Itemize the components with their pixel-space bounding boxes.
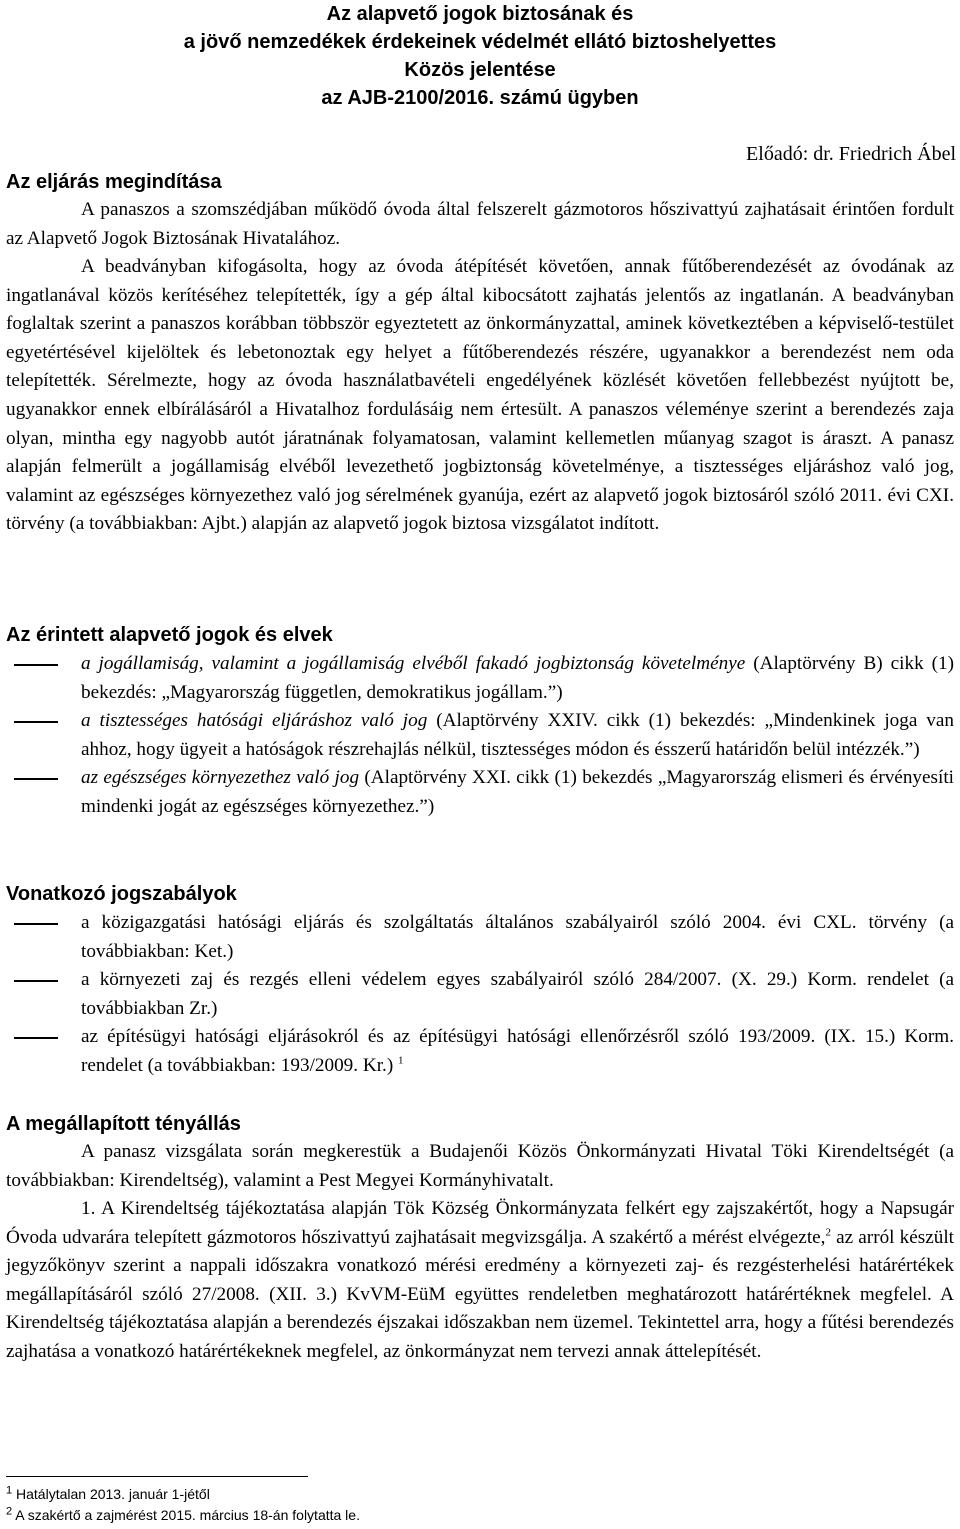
footnote-text: A szakértő a zajmérést 2015. március 18-án folytatta le. — [12, 1507, 360, 1523]
footnote-separator — [6, 1476, 308, 1477]
presenter-line: Előadó: dr. Friedrich Ábel — [746, 143, 956, 165]
title-line-2: a jövő nemzedékek érdekeinek védelmét ellátó biztoshelyettes — [183, 31, 777, 53]
list-item — [6, 966, 954, 1023]
law-text: a környezeti zaj és rezgés elleni védelem egyes szabályairól szóló 284/2007. (X. 29.) Korm. rendelet (a továbbiakban Zr.) — [81, 969, 954, 1019]
heading-affected-rights: Az érintett alapvető jogok és elvek — [6, 624, 333, 646]
right-name: az egészséges környezethez való jog — [81, 767, 360, 789]
list-item — [6, 1023, 954, 1080]
document-title — [0, 0, 960, 112]
heading-procedure: Az eljárás megindítása — [6, 171, 222, 193]
footnote-text: Hatálytalan 2013. január 1-jétől — [12, 1486, 210, 1502]
title-line-3: Közös jelentése — [404, 59, 556, 81]
facts-1-text-b: az arról készült jegyzőkönyv szerint a nappali időszakra vonatkozó mérési eredmény a környezeti zaj- és rezgésterhelési határértékek megállapításáról szóló 27/2008. (XII. 3.) KvVM-EüM együttes rendeletben meghatározott határértéknek megfelel. A Kirendeltség tájékoztatása alapján a berendezés éjszakai időszakban nem üzemel. Tekintettel arra, hogy a fűtési berendezés zajhatása a vonatkozó határértékeknek megfelel, az önkormányzat nem tervezi annak áttelepítését. — [6, 1226, 954, 1362]
list-item — [6, 764, 954, 821]
right-name: a jogállamiság, valamint a jogállamiság elvéből fakadó jogbiztonság követelménye — [81, 653, 746, 674]
facts-1-text-a: 1. A Kirendeltség tájékoztatása alapján Tök Község Önkormányzata felkért egy zajszakértőt, hogy a Napsugár Óvoda udvarára telepített gázmotoros hőszivattyú zajhatásait megvizsgálja. A szakértő a mérést elvégezte, — [6, 1198, 954, 1248]
law-text: az építésügyi hatósági eljárásokról és az építésügyi hatósági ellenőrzésről szóló 193/2009. (IX. 15.) Korm. rendelet (a továbbiakban: 193/2009. Kr.) — [81, 1026, 954, 1076]
title-line-4: az AJB-2100/2016. számú ügyben — [321, 87, 639, 109]
footnote-number: 1 — [6, 1484, 13, 1497]
paragraph-facts-1 — [6, 1195, 954, 1367]
paragraph-complaint-intro: A panaszos a szomszédjában működő óvoda által felszerelt gázmotoros hőszivattyú zajhatásait érintően fordult az Alapvető Jogok Biztosának Hivatalához. — [6, 199, 954, 249]
right-name: a tisztességes hatósági eljáráshoz való jog — [81, 710, 428, 732]
right-reference: (Alaptörvény XXI. cikk (1) bekezdés „Magyarország elismeri és érvényesíti mindenki jogát az egészséges környezethez.”) — [81, 767, 954, 817]
dash-bullet-icon — [14, 721, 58, 723]
dash-bullet-icon — [14, 664, 58, 666]
heading-established-facts: A megállapított tényállás — [6, 1113, 241, 1135]
affected-rights-list — [6, 650, 954, 822]
footnote-2 — [6, 1506, 360, 1524]
footnote-ref-1[interactable]: 1 — [398, 1054, 404, 1067]
title-line-1: Az alapvető jogok biztosának és — [326, 3, 634, 25]
dash-bullet-icon — [14, 1037, 58, 1039]
list-item — [6, 909, 954, 966]
right-reference: (Alaptörvény XXIV. cikk (1) bekezdés: „Mindenkinek joga van ahhoz, hogy ügyeit a hatóságok részrehajlás nélkül, tisztességes módon és ésszerű határidőn belül intézzék.”) — [81, 710, 954, 760]
relevant-laws-list — [6, 909, 954, 1081]
right-reference: (Alaptörvény B) cikk (1) bekezdés: „Magyarország független, demokratikus jogállam.”) — [81, 653, 954, 703]
dash-bullet-icon — [14, 980, 58, 982]
list-item — [6, 707, 954, 764]
footnote-1 — [6, 1485, 210, 1503]
heading-relevant-laws: Vonatkozó jogszabályok — [6, 883, 237, 905]
paragraph-facts-intro: A panasz vizsgálata során megkerestük a Budajenői Közös Önkormányzati Hivatal Töki Kirendeltségét (a továbbiakban: Kirendeltség), valamint a Pest Megyei Kormányhivatalt. — [6, 1141, 954, 1191]
footnote-ref-2[interactable]: 2 — [825, 1226, 831, 1239]
law-text: a közigazgatási hatósági eljárás és szolgáltatás általános szabályairól szóló 2004. évi CXL. törvény (a továbbiakban: Ket.) — [81, 912, 954, 962]
dash-bullet-icon — [14, 923, 58, 925]
list-item — [6, 650, 954, 707]
paragraph-complaint-details: A beadványban kifogásolta, hogy az óvoda átépítését követően, annak fűtőberendezését az óvodának az ingatlanával közös kerítéséhez telepítették, így a gép által kibocsátott zajhatás jelentős az ingatlanán. A beadványban foglaltak szerint a panaszos korábban többször egyeztetett az önkormányzattal, aminek következtében a képviselő-testület egyetértésével kijelöltek és lebetonoztak egy helyet a fűtőberendezés részére, ugyanakkor a berendezést nem oda telepítették. Sérelmezte, hogy az óvoda használatbavételi engedélyének közlését követően fellebbezést nyújtott be, ugyanakkor ennek elbírálásáról a Hivatalhoz fordulásáig nem értesült. A panaszos véleménye szerint a berendezés zaja olyan, mintha egy nagyobb autót járatnának folyamatosan, valamint kellemetlen műanyag szagot is áraszt. A panasz alapján felmerült a jogállamiság elvéből levezethető jogbiztonság követelménye, a tisztességes eljáráshoz való jog, valamint az egészséges környezethez való jog sérelmének gyanúja, ezért az alapvető jogok biztosáról szóló 2011. évi CXI. törvény (a továbbiakban: Ajbt.) alapján az alapvető jogok biztosa vizsgálatot indított. — [6, 256, 954, 535]
dash-bullet-icon — [14, 778, 58, 780]
footnote-number: 2 — [6, 1505, 13, 1518]
